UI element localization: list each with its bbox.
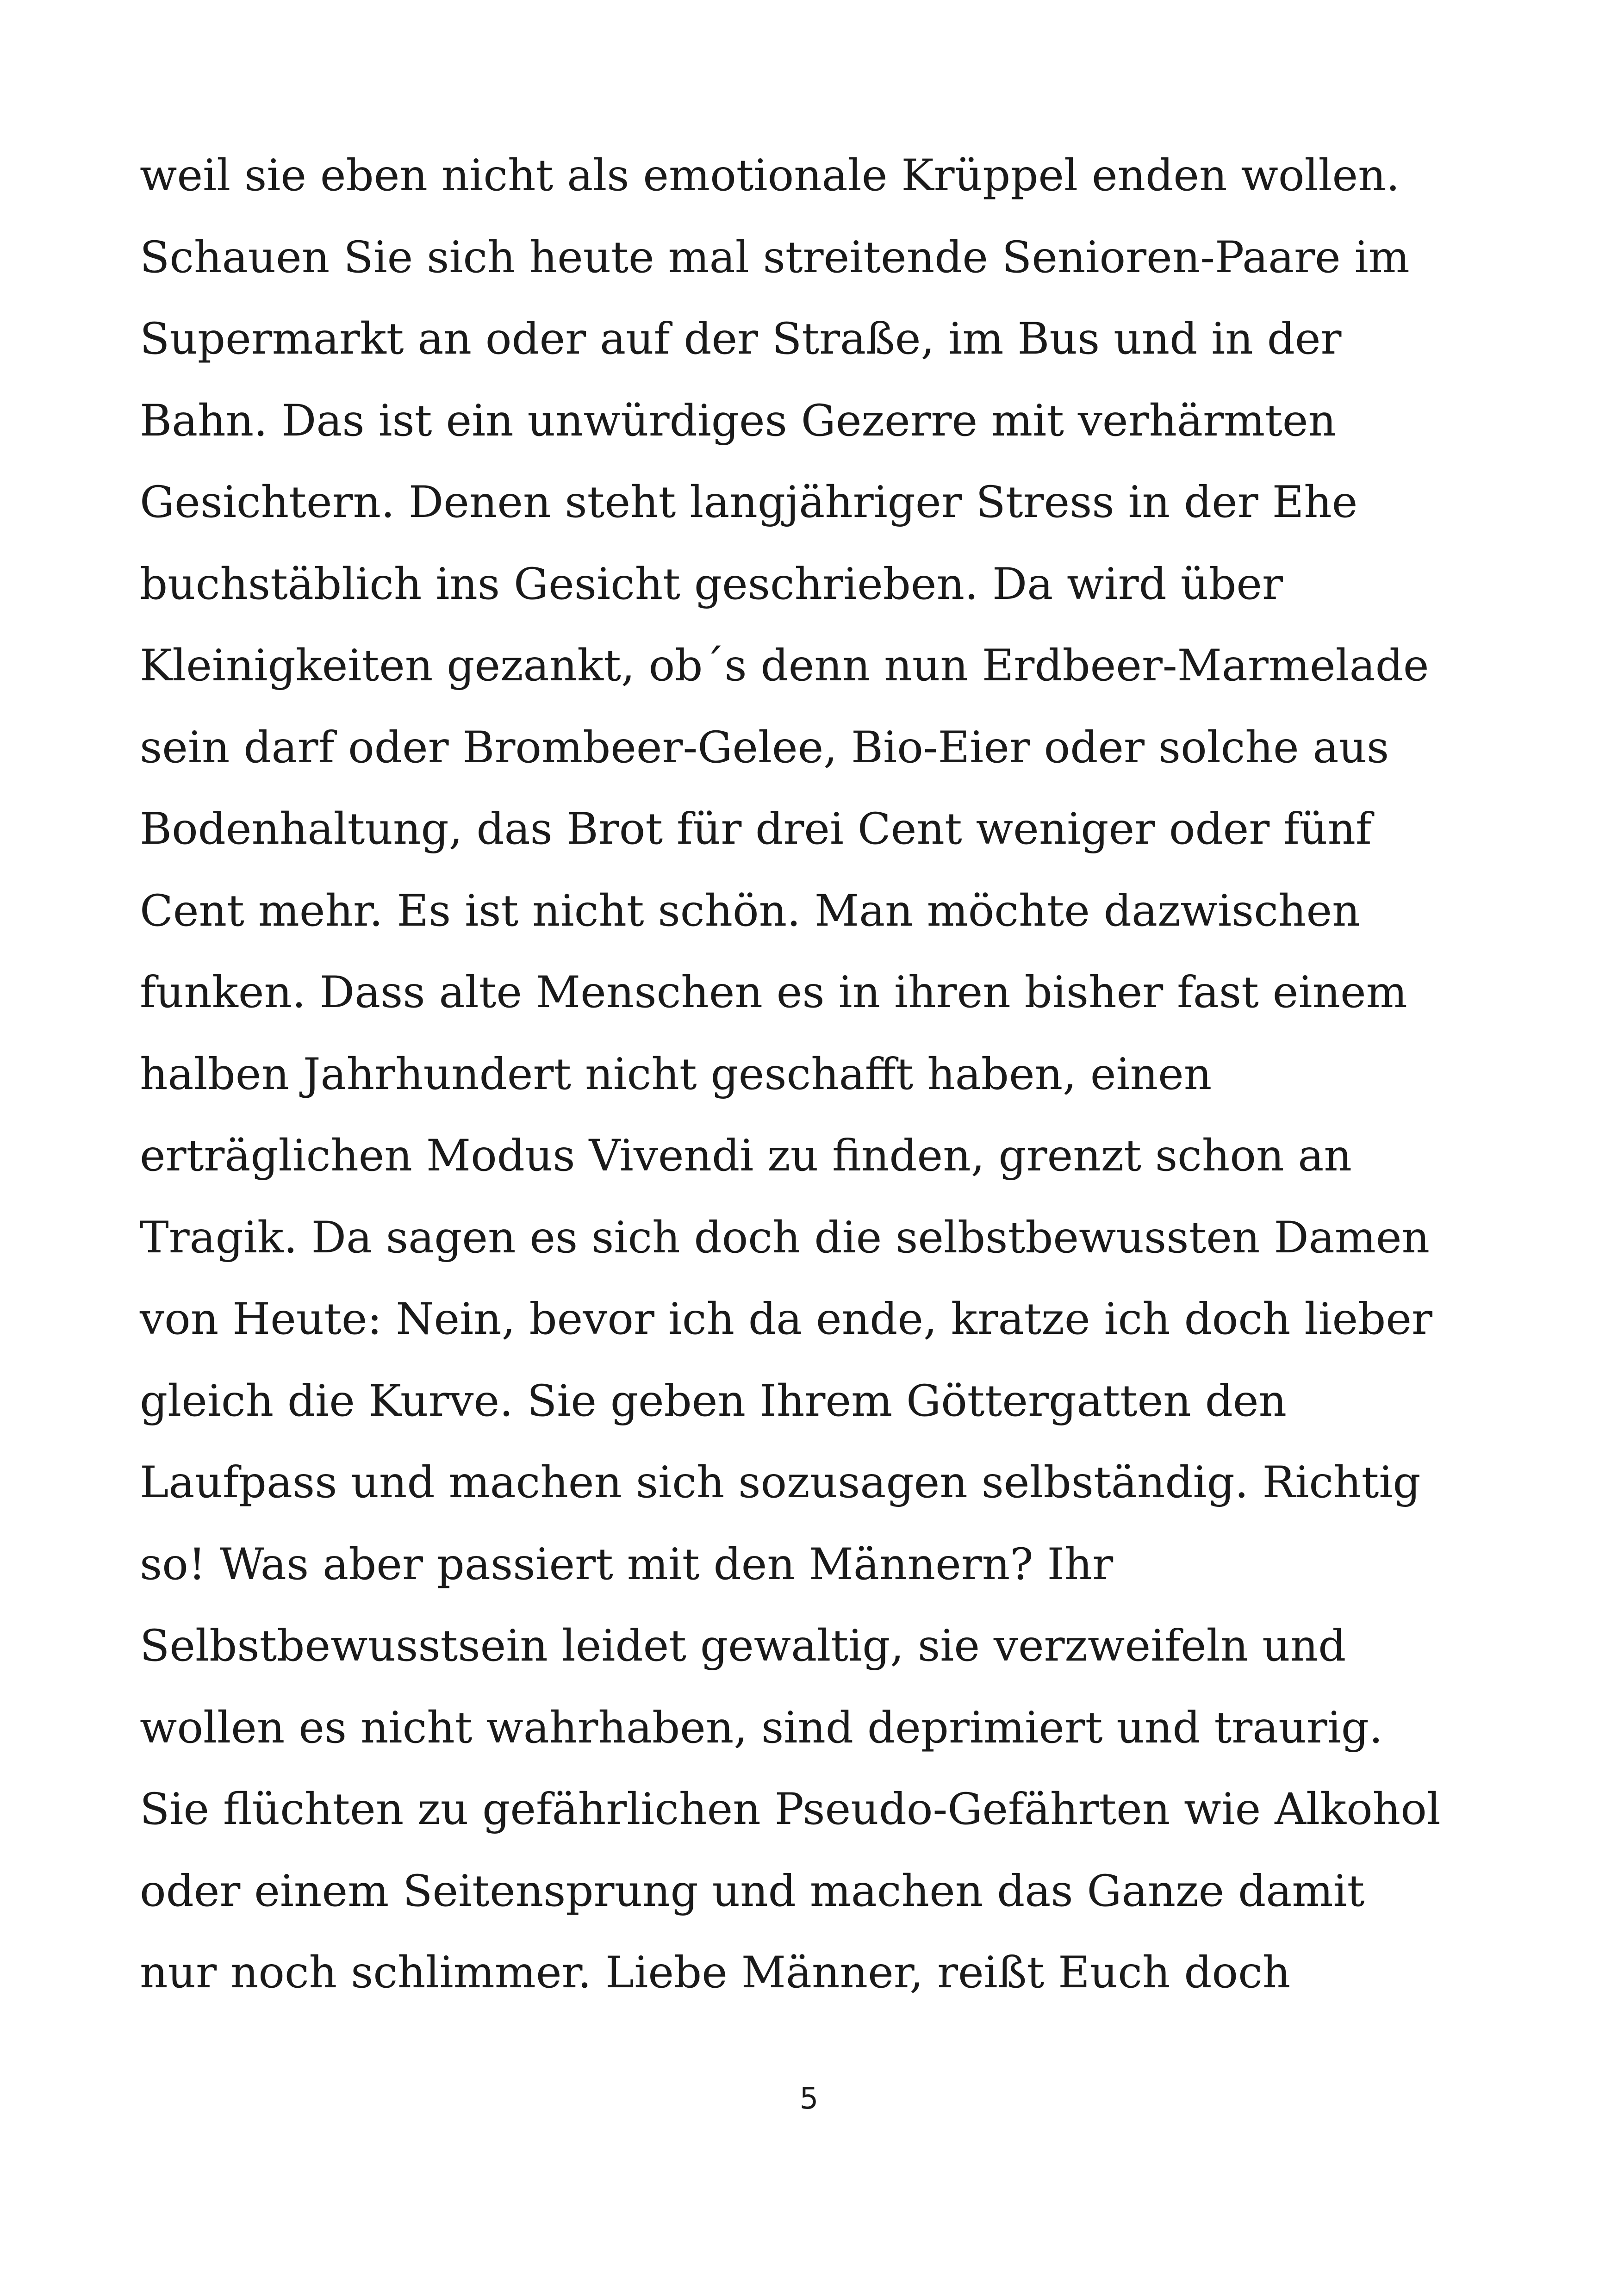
- page-number: 5: [799, 2082, 819, 2116]
- text-line: Schauen Sie sich heute mal streitende Senioren-Paare im: [140, 232, 1410, 283]
- text-line: wollen es nicht wahrhaben, sind deprimiert und traurig.: [140, 1702, 1383, 1753]
- text-line: Selbstbewusstsein leidet gewaltig, sie verzweifeln und: [140, 1621, 1346, 1671]
- text-line: halben Jahrhundert nicht geschafft haben, einen: [140, 1049, 1212, 1100]
- text-line: nur noch schlimmer. Liebe Männer, reißt Euch doch: [140, 1948, 1291, 1998]
- text-line: Sie flüchten zu gefährlichen Pseudo-Gefährten wie Alkohol: [140, 1784, 1441, 1835]
- text-line: buchstäblich ins Gesicht geschrieben. Da wird über: [140, 559, 1283, 610]
- text-line: Bahn. Das ist ein unwürdiges Gezerre mit verhärmten: [140, 395, 1337, 446]
- text-line: Tragik. Da sagen es sich doch die selbstbewussten Damen: [140, 1212, 1430, 1263]
- text-line: von Heute: Nein, bevor ich da ende, kratze ich doch lieber: [140, 1294, 1432, 1344]
- text-line: Kleinigkeiten gezankt, ob´s denn nun Erdbeer-Marmelade: [140, 641, 1429, 691]
- text-line: so! Was aber passiert mit den Männern? Ihr: [140, 1539, 1114, 1590]
- text-line: Laufpass und machen sich sozusagen selbständig. Richtig: [140, 1457, 1421, 1508]
- text-line: gleich die Kurve. Sie geben Ihrem Göttergatten den: [140, 1375, 1287, 1426]
- text-line: weil sie eben nicht als emotionale Krüppel enden wollen.: [140, 150, 1400, 201]
- text-line: sein darf oder Brombeer-Gelee, Bio-Eier oder solche aus: [140, 722, 1389, 773]
- text-line: Supermarkt an oder auf der Straße, im Bus und in der: [140, 314, 1342, 364]
- text-line: funken. Dass alte Menschen es in ihren bisher fast einem: [140, 967, 1407, 1018]
- text-line: Bodenhaltung, das Brot für drei Cent weniger oder fünf: [140, 804, 1372, 854]
- text-line: erträglichen Modus Vivendi zu finden, grenzt schon an: [140, 1131, 1352, 1181]
- text-line: oder einem Seitensprung und machen das Ganze damit: [140, 1866, 1365, 1916]
- text-line: Gesichtern. Denen steht langjähriger Stress in der Ehe: [140, 477, 1358, 528]
- text-line: Cent mehr. Es ist nicht schön. Man möchte dazwischen: [140, 885, 1360, 936]
- body-text: [140, 135, 1528, 2014]
